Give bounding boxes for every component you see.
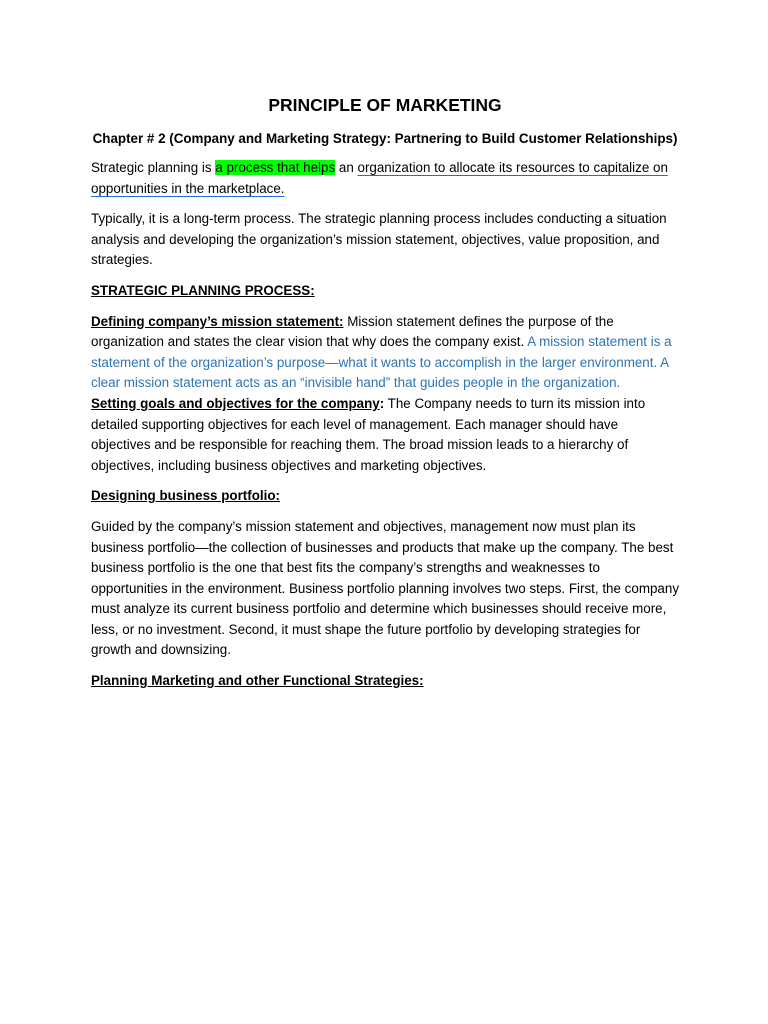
underlined-text: organization to allocate its resources to capitalize on opportunities in the marketplace.	[91, 160, 668, 196]
marketing-heading: Planning Marketing and other Functional Strategies:	[91, 673, 424, 689]
document-title: PRINCIPLE OF MARKETING	[268, 95, 502, 115]
portfolio-heading: Designing business portfolio:	[91, 488, 280, 504]
goals-colon: :	[379, 395, 385, 411]
section-heading-business-portfolio	[91, 486, 679, 507]
paragraph-mission-statement	[91, 312, 679, 394]
section-heading: STRATEGIC PLANNING PROCESS:	[91, 282, 315, 298]
goals-text: The Company needs to turn its mission into detailed supporting objectives for each level of management. Each manager should have objectives and be responsible for reaching them. The broad mission leads to a hierarchy of objectives, including business objectives and marketing objectives.	[91, 395, 646, 473]
mission-heading: Defining company’s mission statement:	[91, 313, 344, 329]
section-heading-strategic-planning-process	[91, 281, 679, 302]
paragraph-text: Strategic planning is	[91, 160, 216, 175]
highlighted-text: a process that helps	[215, 160, 336, 175]
paragraph-long-term-process: Typically, it is a long-term process. The strategic planning process includes conducting a situation analysis and developing the organization’s mission statement, objectives, value proposition, and strategies.	[91, 211, 667, 268]
paragraph-strategic-planning	[91, 158, 679, 199]
mission-blue-text: A mission statement is a statement of the organization’s purpose—what it wants to accomplish in the larger environment. A clear mission statement acts as an “invisible hand” that guides people in the organization.	[91, 334, 672, 391]
chapter-heading: Chapter # 2 (Company and Marketing Strategy: Partnering to Build Customer Relationships)	[92, 131, 678, 146]
paragraph-text: an	[335, 160, 358, 175]
paragraph-goals-objectives	[91, 394, 679, 476]
section-heading-marketing-strategies	[91, 671, 679, 692]
goals-heading: Setting goals and objectives for the company	[91, 395, 380, 411]
paragraph-business-portfolio: Guided by the company’s mission statement and objectives, management now must plan its business portfolio—the collection of businesses and products that make up the company. The best business portfolio is the one that best fits the company’s strengths and weaknesses to opportunities in the environment. Business portfolio planning involves two steps. First, the company must analyze its current business portfolio and determine which businesses should receive more, less, or no investment. Second, it must shape the future portfolio by developing strategies for growth and downsizing.	[91, 518, 680, 658]
mission-text: Mission statement defines the purpose of the organization and states the clear vision that why does the company exist.	[91, 313, 614, 350]
document-body	[91, 94, 679, 702]
